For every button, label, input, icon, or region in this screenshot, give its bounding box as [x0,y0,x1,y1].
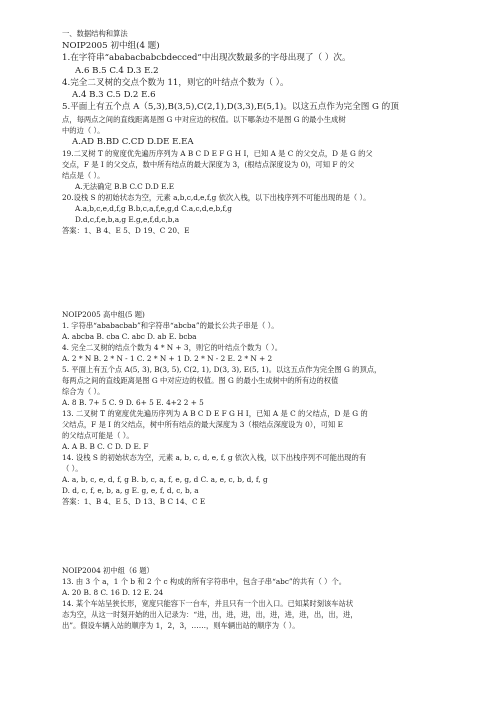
text-line: 13. 二叉树 T 的宽度优先遍历序列为 A B C D E F G H I，已知 A 是 C 的父结点，D 是 G 的 [62,409,368,418]
section-heading-block [62,28,438,39]
text-line: 答案：1、B 4、E 5、D 13、B C 14、C E [62,497,206,506]
text-line: 交点，F 是 I 的父交点，数中所有结点的最大深度为 3，(根结点深度设为 0)，可知 F 的父 [62,160,355,170]
text-line: A. A B. B C. C D. D E. F [62,442,149,451]
text-line: 20.设栈 S 的初始状态为空，元素 a,b,c,d,e,f,g 依次入栈，以下出栈序列不可能出现的是（ ）。 [62,193,371,203]
section-title: NOIP2005 高中组(5 题) [62,310,145,319]
text-line: 结点是（ ）。 [62,171,105,181]
text-line: A.4 B.3 C.5 D.2 E.6 [72,90,156,101]
text-line: 4. 完全二叉树的结点个数为 4 * N + 3，则它的叶结点个数为（ ）。 [62,343,283,352]
text-line: 父结点，F 是 I 的父结点，树中所有结点的最大深度为 3（根结点深度设为 0），可知 E [62,420,343,429]
text-line: A.无法确定 B.B C.C D.D E.E [75,182,175,192]
text-line: 点，每两点之间的直线距离是图 G 中对应边的权值。以下哪条边不是图 G 的最小生成树 [62,114,346,124]
text-line: D.d,c,f,e,b,a,g E.g,e,f,d,c,b,a [75,215,180,225]
text-line: A. 8 B. 7+ 5 C. 9 D. 6+ 5 E. 4+2 2 + 5 [62,398,204,407]
text-line: 5. 平面上有五个点 A(5, 3), B(3, 5), C(2, 1), D(3, 3), E(5, 1)。以这五点作为完全图 G 的顶点， [62,365,382,374]
text-line: 的父结点可能是（ ）。 [62,431,134,440]
text-line: 中的边（ ）。 [62,125,105,135]
text-line: A.6 B.5 C.4 D.3 E.2 [75,65,159,76]
text-line: A.a,b,c,e,d,f,g B.b,c,a,f,e,g,d C.a,c,d,e,b,f,g [75,204,232,214]
text-line: A. 2 * N B. 2 * N - 1 C. 2 * N + 1 D. 2 * N - 2 E. 2 * N + 2 [62,354,273,363]
text-line: A. a, b, c, e, d, f, g B. b, c, a, f, e, g, d C. a, e, c, b, d, f, g [62,475,268,484]
text-line: 1. 字符串“ababacbab”和字符串“abcba”的最长公共子串是（ ）。 [62,321,279,330]
text-line: （ ）。 [62,464,83,473]
text-line: 每两点之间的直线距离是图 G 中对应边的权值。图 G 的最小生成树中的所有边的权值 [62,376,339,385]
text-line: 态为空，从这一时刻开始的出入记录为：“进，出，进，进，出，进，进，进，出，出，进， [62,610,358,619]
text-line: A.AD B.BD C.CD D.DE E.EA [72,136,194,147]
section-title: NOIP2004 初中组（6 题） [62,566,154,575]
question-lines [62,52,438,236]
text-line: 4.完全二叉树的交点个数为 11，则它的叶结点个数为（ ）。 [62,77,289,88]
text-line: 14. 某个车站呈狭长形，宽度只能容下一台车，并且只有一个出入口。已知某时刻该车站状 [62,599,354,608]
text-line: 19.二叉树 T 的宽度优先遍历序列为 A B C D E F G H I，已知 A 是 C 的父交点，D 是 G 的父 [62,149,373,159]
text-line: 1.在字符串“ababacbabcbdecced”中出现次数最多的字母出现了（ ）次。 [62,53,351,64]
noip2004-junior-section [62,565,438,631]
question-lines [62,320,438,507]
text-line: 出”。假设车辆入站的顺序为 1，2，3，……，则车辆出站的顺序为（ ）。 [62,621,300,630]
text-line: A. abcba B. cba C. abc D. ab E. bcba [62,332,197,341]
text-line: A. 20 B. 8 C. 16 D. 12 E. 24 [62,588,164,597]
text-line: 答案：1、B 4、E 5、D 19、C 20、E [62,226,190,236]
text-line: 5.平面上有五个点 A（5,3),B(3,5),C(2,1),D(3,3),E(5,1)。以这五点作为完全图 G 的顶 [62,102,399,113]
text-line: D. d, c, f, e, b, a, g E. g, e, f, d, c, b, a [62,486,199,495]
noip2005-senior-section [62,309,438,507]
section-title: NOIP2005 初中组(4 题) [62,41,160,51]
section-heading: 一、数据结构和算法 [62,29,128,38]
noip2005-junior-section [62,40,438,236]
question-lines [62,576,438,631]
text-line: 13. 由 3 个 a，1 个 b 和 2 个 c 构成的所有字符串中，包含子串“abc”的共有（ ）个。 [62,577,347,586]
text-line: 14. 设栈 S 的初始状态为空，元素 a, b, c, d, e, f, g 依次入栈，以下出栈序列不可能出现的有 [62,453,367,462]
text-line: 综合为（ ）。 [62,387,105,396]
